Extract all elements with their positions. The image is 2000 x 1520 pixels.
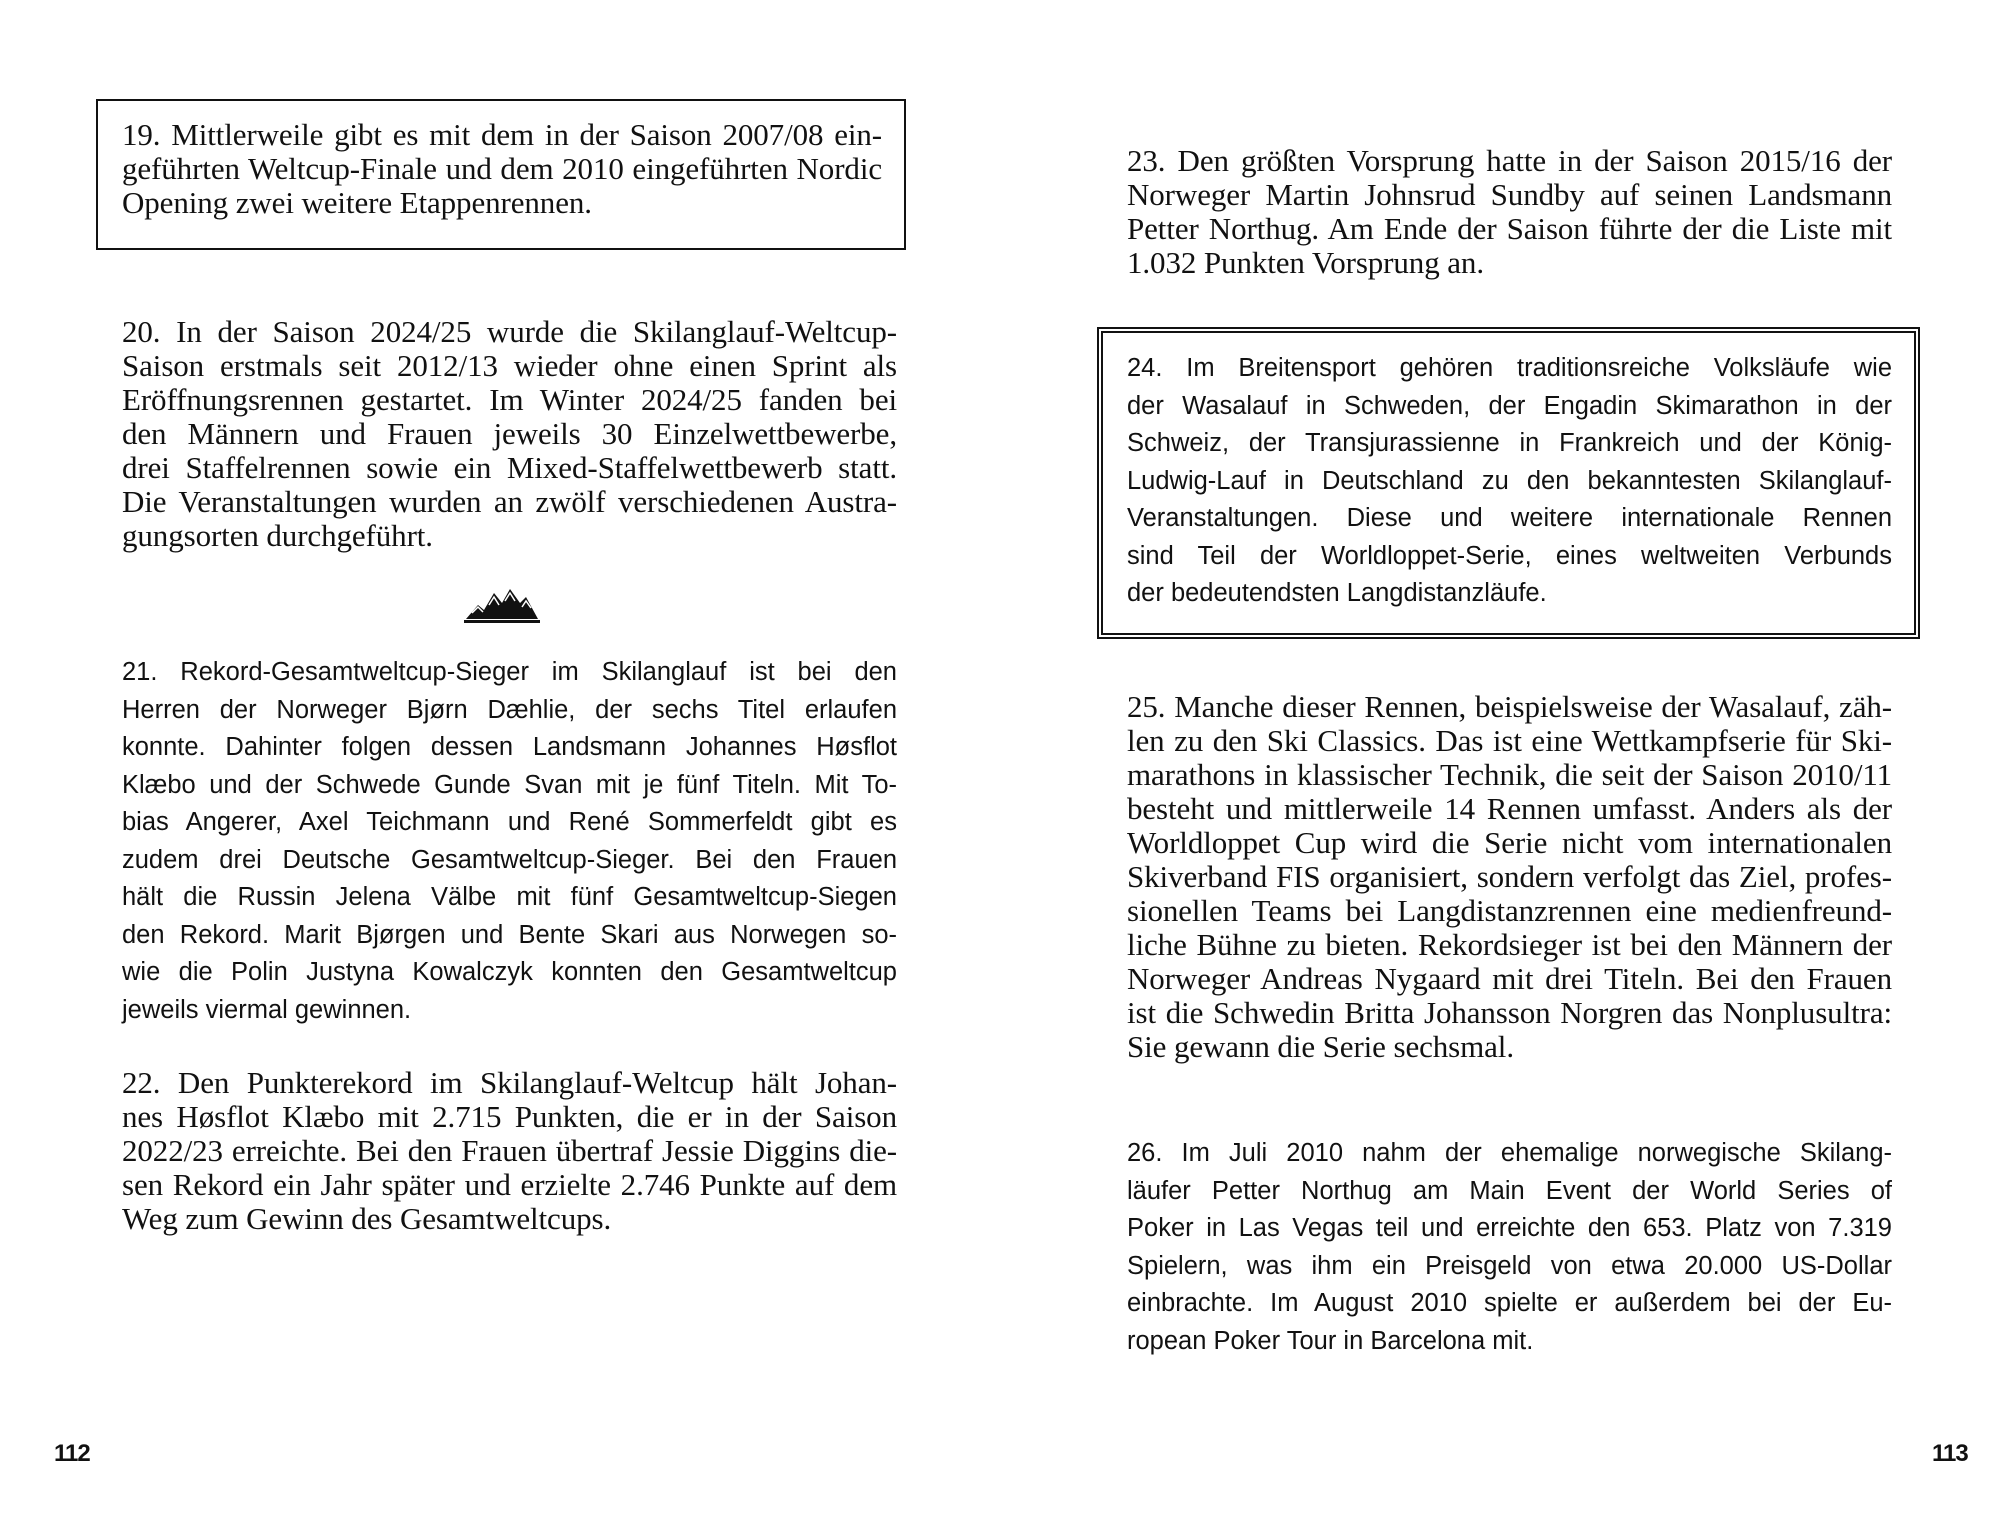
fact-20-line: drei Staffelrennen sowie ein Mixed-Staffelwettbewerb statt.	[122, 450, 897, 485]
fact-25-line: ist die Schwedin Britta Johansson Norgren das Nonplusultra:	[1127, 995, 1892, 1030]
page-number-right: 113	[1932, 1440, 1968, 1467]
fact-26-line: läufer Petter Northug am Main Event der World Series of	[1127, 1176, 1892, 1205]
fact-25-line: besteht und mittlerweile 14 Rennen umfasst. Anders als der	[1127, 791, 1892, 826]
fact-21-line: zudem drei Deutsche Gesamtweltcup-Sieger. Bei den Frauen	[122, 845, 897, 874]
fact-25-line: Norweger Andreas Nygaard mit drei Titeln. Bei den Frauen	[1127, 961, 1892, 996]
page-number-left: 112	[54, 1440, 90, 1467]
fact-23-line: 1.032 Punkten Vorsprung an.	[1127, 245, 1484, 280]
fact-21-line: wie die Polin Justyna Kowalczyk konnten den Gesamtweltcup	[122, 958, 897, 986]
fact-20-line: Eröffnungsrennen gestartet. Im Winter 2024/25 fanden bei	[122, 382, 897, 417]
fact-24-line: Schweiz, der Transjurassienne in Frankreich und der König-	[1127, 429, 1892, 457]
fact-26-line: Spielern, was ihm ein Preisgeld von etwa 20.000 US-Dollar	[1127, 1251, 1892, 1280]
fact-20-line: gungsorten durchgeführt.	[122, 518, 433, 553]
fact-21-line: hält die Russin Jelena Välbe mit fünf Gesamtweltcup-Siegen	[122, 883, 897, 911]
fact-25-line: len zu den Ski Classics. Das ist eine Wettkampfserie für Ski-	[1127, 723, 1892, 758]
fact-23-line: Norweger Martin Johnsrud Sundby auf seinen Landsmann	[1127, 177, 1892, 212]
fact-24-line: 24. Im Breitensport gehören traditionsreiche Volksläufe wie	[1127, 354, 1892, 382]
mountain-icon	[464, 583, 540, 623]
fact-22-line: sen Rekord ein Jahr später und erzielte 2.746 Punkte auf dem	[122, 1167, 897, 1202]
fact-20-line: Saison erstmals seit 2012/13 wieder ohne einen Sprint als	[122, 348, 897, 383]
fact-26-line: ropean Poker Tour in Barcelona mit.	[1127, 1326, 1534, 1355]
fact-20-line: den Männern und Frauen jeweils 30 Einzelwettbewerbe,	[122, 416, 897, 451]
fact-21-line: bias Angerer, Axel Teichmann und René Sommerfeldt gibt es	[122, 808, 897, 836]
fact-19	[122, 118, 882, 220]
fact-21-line: Herren der Norweger Bjørn Dæhlie, der sechs Titel erlaufen	[122, 695, 897, 724]
fact-25	[1127, 690, 1892, 1064]
fact-22	[122, 1066, 897, 1236]
fact-21	[122, 654, 897, 1029]
fact-23-line: 23. Den größten Vorsprung hatte in der Saison 2015/16 der	[1127, 143, 1892, 178]
fact-24-line: der bedeutendsten Langdistanzläufe.	[1127, 579, 1547, 607]
fact-24	[1127, 350, 1892, 613]
fact-23-line: Petter Northug. Am Ende der Saison führte der die Liste mit	[1127, 211, 1892, 246]
fact-19-line: Opening zwei weitere Etappenrennen.	[122, 185, 592, 220]
fact-26	[1127, 1135, 1892, 1360]
fact-25-line: 25. Manche dieser Rennen, beispielsweise der Wasalauf, zäh-	[1127, 689, 1892, 724]
fact-22-line: Weg zum Gewinn des Gesamtweltcups.	[122, 1201, 612, 1236]
fact-25-line: marathons in klassischer Technik, die seit der Saison 2010/11	[1127, 757, 1892, 792]
right-page	[1000, 0, 2000, 1520]
fact-22-line: 2022/23 erreichte. Bei den Frauen übertraf Jessie Diggins die-	[122, 1133, 897, 1168]
fact-25-line: sionellen Teams bei Langdistanzrennen eine medienfreund-	[1127, 893, 1892, 928]
fact-24-line: Ludwig-Lauf in Deutschland zu den bekanntesten Skilanglauf-	[1127, 466, 1892, 495]
fact-21-line: konnte. Dahinter folgen dessen Landsmann Johannes Høsflot	[122, 733, 897, 761]
fact-25-line: Sie gewann die Serie sechsmal.	[1127, 1029, 1514, 1064]
fact-25-line: Skiverband FIS organisiert, sondern verfolgt das Ziel, profes-	[1127, 859, 1892, 894]
fact-22-line: nes Høsflot Klæbo mit 2.715 Punkten, die er in der Saison	[122, 1099, 897, 1134]
fact-19-line: geführten Weltcup-Finale und dem 2010 eingeführten Nordic	[122, 151, 882, 186]
fact-24-line: der Wasalauf in Schweden, der Engadin Skimarathon in der	[1127, 391, 1892, 420]
fact-26-line: 26. Im Juli 2010 nahm der ehemalige norwegische Skilang-	[1127, 1139, 1892, 1167]
fact-21-line: 21. Rekord-Gesamtweltcup-Sieger im Skilanglauf ist bei den	[122, 658, 897, 686]
fact-23	[1127, 144, 1892, 280]
fact-20-line: 20. In der Saison 2024/25 wurde die Skilanglauf-Weltcup-	[122, 314, 897, 349]
fact-19-line: 19. Mittlerweile gibt es mit dem in der Saison 2007/08 ein-	[122, 117, 882, 152]
fact-20-line: Die Veranstaltungen wurden an zwölf verschiedenen Austra-	[122, 484, 897, 519]
fact-24-line: Veranstaltungen. Diese und weitere internationale Rennen	[1127, 504, 1892, 532]
fact-21-line: Klæbo und der Schwede Gunde Svan mit je fünf Titeln. Mit To-	[122, 770, 897, 799]
fact-24-line: sind Teil der Worldloppet-Serie, eines weltweiten Verbunds	[1127, 541, 1892, 570]
fact-20	[122, 315, 897, 553]
fact-26-line: einbrachte. Im August 2010 spielte er außerdem bei der Eu-	[1127, 1289, 1892, 1317]
fact-25-line: liche Bühne zu bieten. Rekordsieger ist bei den Männern der	[1127, 927, 1892, 962]
fact-21-line: jeweils viermal gewinnen.	[122, 995, 412, 1024]
fact-22-line: 22. Den Punkterekord im Skilanglauf-Weltcup hält Johan-	[122, 1065, 897, 1100]
fact-21-line: den Rekord. Marit Bjørgen und Bente Skari aus Norwegen so-	[122, 920, 897, 949]
fact-25-line: Worldloppet Cup wird die Serie nicht vom internationalen	[1127, 825, 1892, 860]
fact-26-line: Poker in Las Vegas teil und erreichte den 653. Platz von 7.319	[1127, 1214, 1892, 1242]
